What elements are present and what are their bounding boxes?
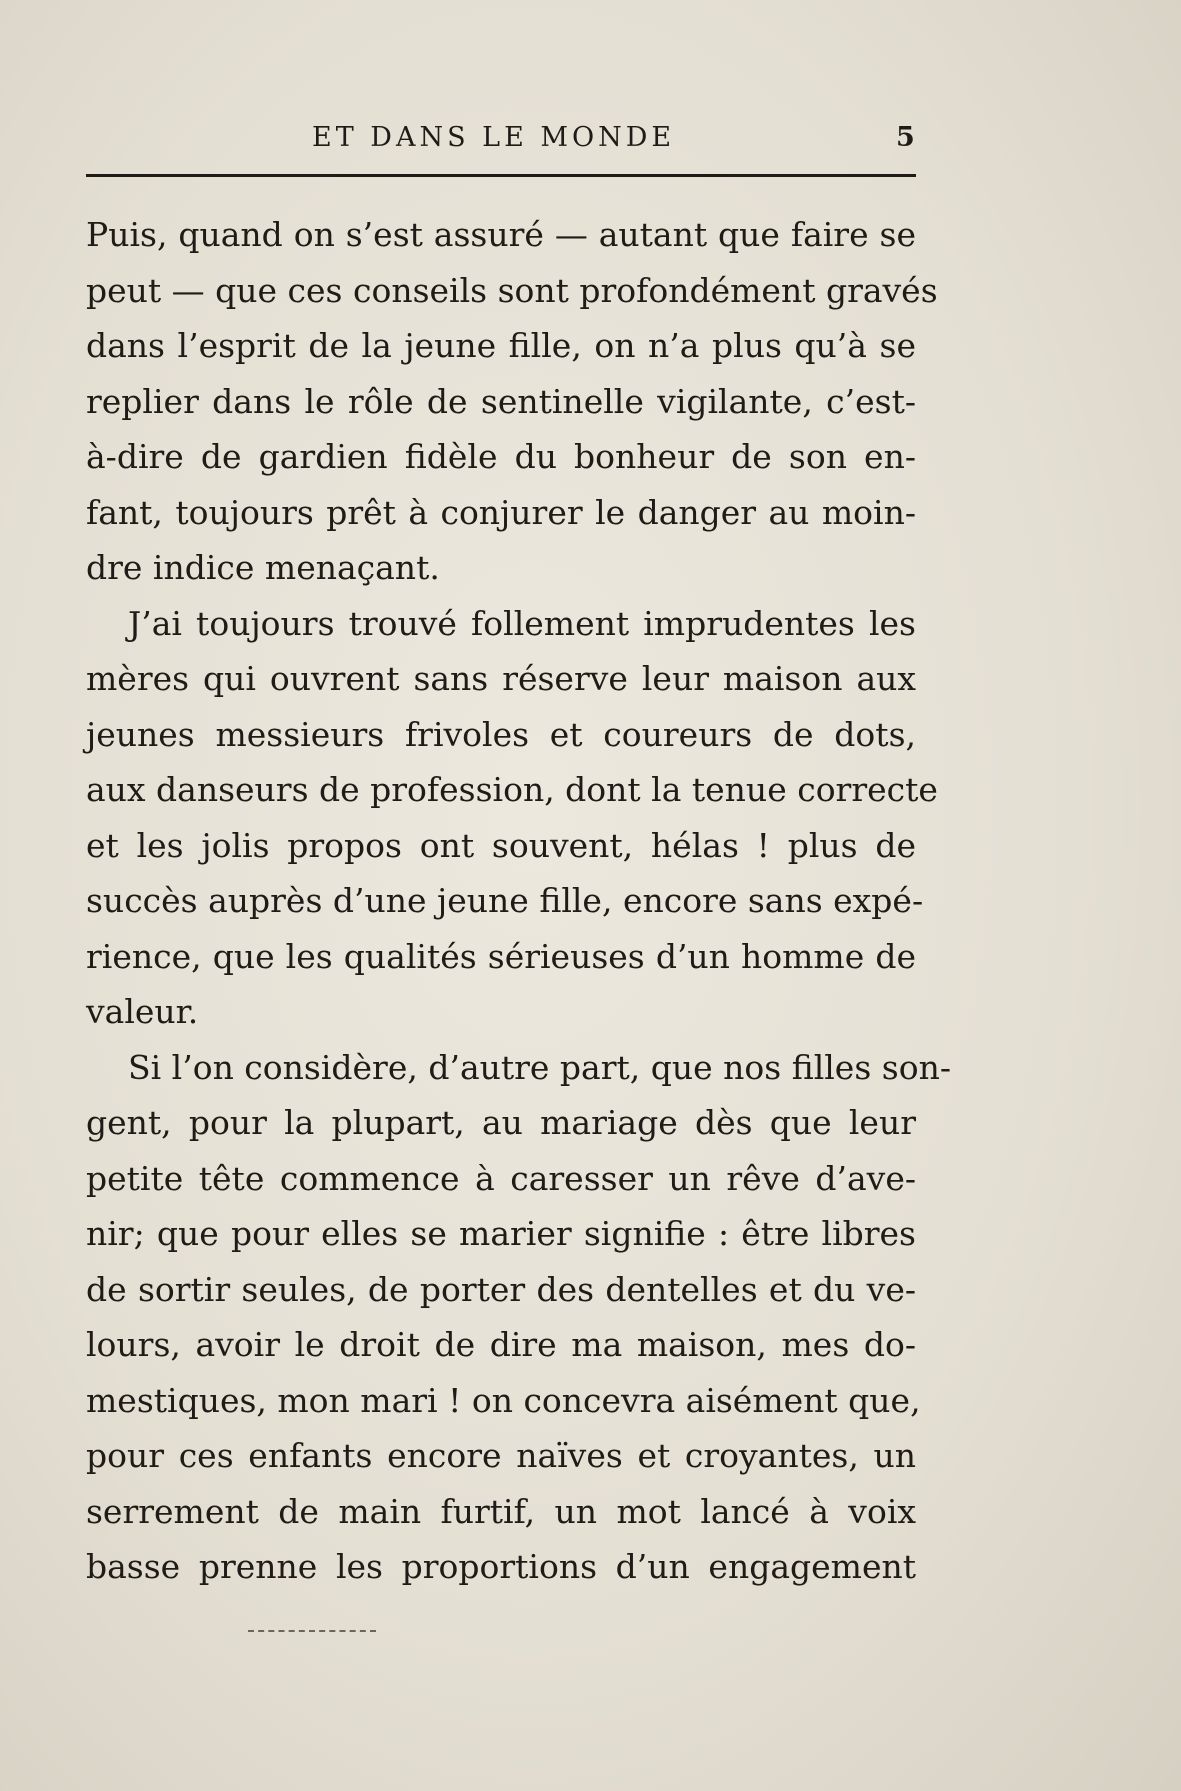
text-line: aux danseurs de profession, dont la tenue correcte — [86, 770, 938, 809]
text-line: mestiques, mon mari ! on concevra aisément que, — [86, 1380, 921, 1420]
text-line: rience, que les qualités sérieuses d’un homme de — [86, 936, 916, 976]
text-line: serrement de main furtif, un mot lancé à voix — [86, 1491, 916, 1531]
header-rule — [86, 174, 916, 177]
text-line: et les jolis propos ont souvent, hélas ! plus de — [86, 825, 916, 865]
text-line: replier dans le rôle de sentinelle vigilante, c’est- — [86, 381, 916, 421]
paragraph-start-line: J’ai toujours trouvé follement imprudentes les — [128, 603, 916, 643]
text-line: dre indice menaçant. — [86, 548, 440, 587]
page-number: 5 — [896, 122, 915, 153]
paragraph-start-line: Si l’on considère, d’autre part, que nos filles son- — [128, 1047, 951, 1087]
body-text — [86, 207, 951, 1595]
text-line: Puis, quand on s’est assuré — autant que faire se — [86, 215, 916, 254]
text-line: gent, pour la plupart, au mariage dès que leur — [86, 1103, 916, 1142]
running-head — [0, 118, 1181, 158]
text-line: nir; que pour elles se marier signifie : être libres — [86, 1214, 916, 1253]
text-line: mères qui ouvrent sans réserve leur maison aux — [86, 659, 916, 698]
text-line: pour ces enfants encore naïves et croyantes, un — [86, 1436, 916, 1475]
text-line: lours, avoir le droit de dire ma maison, mes do- — [86, 1325, 916, 1364]
text-line: petite tête commence à caresser un rêve d’ave- — [86, 1158, 916, 1198]
text-line: basse prenne les proportions d’un engagement — [86, 1547, 916, 1586]
text-line: dans l’esprit de la jeune fille, on n’a plus qu’à se — [86, 326, 916, 365]
text-line: jeunes messieurs frivoles et coureurs de dots, — [86, 714, 916, 754]
text-line: valeur. — [86, 992, 199, 1031]
text-line: à-dire de gardien fidèle du bonheur de son en- — [86, 437, 916, 476]
text-line: de sortir seules, de porter des dentelles et du ve- — [86, 1269, 916, 1309]
text-line: fant, toujours prêt à conjurer le danger au moin- — [86, 492, 916, 532]
running-title: ET DANS LE MONDE — [312, 122, 676, 153]
text-line: succès auprès d’une jeune fille, encore sans expé- — [86, 881, 924, 920]
signature-mark — [248, 1630, 376, 1632]
text-line: peut — que ces conseils sont profondément gravés — [86, 270, 938, 310]
